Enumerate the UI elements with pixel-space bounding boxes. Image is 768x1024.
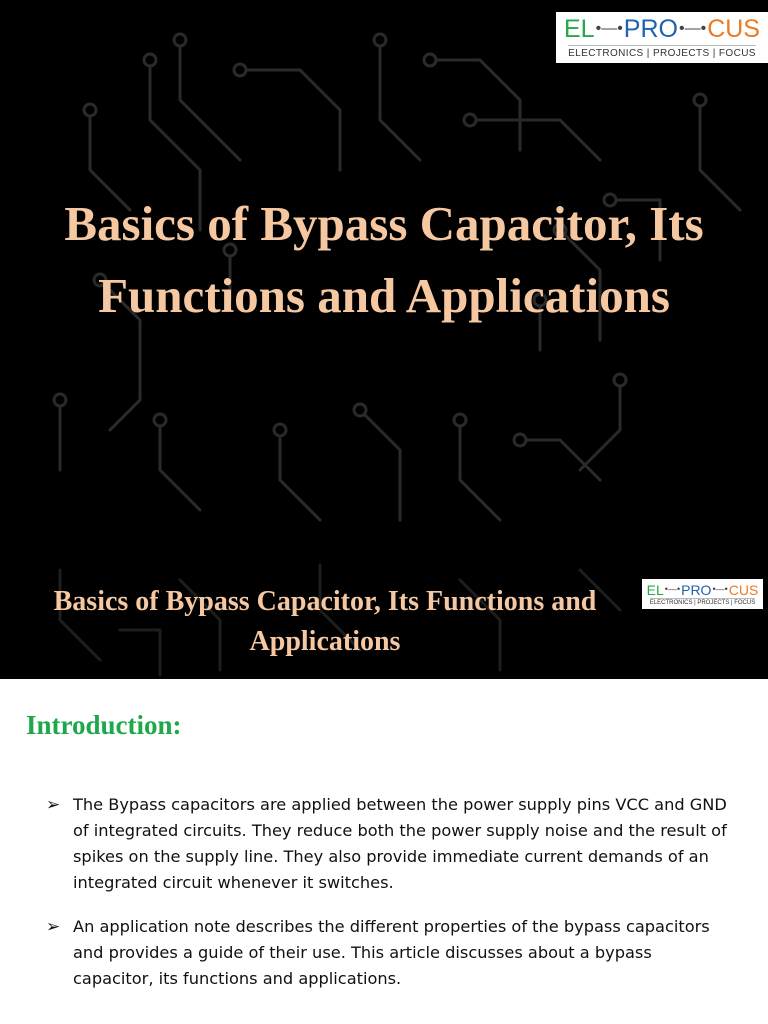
content-slide-title: Basics of Bypass Capacitor, Its Functions and Applications: [53, 586, 597, 657]
list-item: [46, 914, 736, 992]
connector-icon: •—•: [595, 20, 623, 37]
section-heading: Introduction:: [26, 710, 182, 740]
logo-part-pro: PRO: [681, 581, 712, 598]
arrow-bullet-icon: ➢: [46, 795, 61, 815]
logo-wordmark: [564, 14, 760, 43]
logo-part-el: EL: [564, 14, 595, 43]
elprocus-logo-small: [642, 579, 763, 609]
logo-part-pro: PRO: [623, 14, 678, 43]
logo-tagline: ELECTRONICS | PROJECTS | FOCUS: [568, 45, 756, 59]
bullet-text: An application note describes the different properties of the bypass capacitors and provides a guide of their use. This article discusses about a bypass capacitor, its functions and applications.: [73, 917, 710, 988]
list-item: [46, 792, 736, 896]
connector-icon: •—•: [678, 20, 707, 37]
bullet-text: The Bypass capacitors are applied between the power supply pins VCC and GND of integrated circuits. They reduce both the power supply noise and the result of spikes on the supply line. They also provide immediate current demands of an integrated circuit whenever it switches.: [73, 795, 727, 892]
logo-part-el: EL: [646, 581, 664, 598]
elprocus-logo: [556, 12, 768, 63]
slide-title: Basics of Bypass Capacitor, Its Functions and Applications: [64, 196, 704, 323]
connector-icon: •—•: [664, 584, 681, 594]
logo-tagline: ELECTRONICS | PROJECTS | FOCUS: [649, 599, 756, 606]
logo-wordmark: [647, 583, 759, 597]
connector-icon: •—•: [712, 584, 728, 594]
bullet-list: [46, 792, 736, 1010]
logo-part-cus: CUS: [728, 581, 759, 598]
logo-part-cus: CUS: [707, 14, 760, 43]
arrow-bullet-icon: ➢: [46, 917, 61, 937]
